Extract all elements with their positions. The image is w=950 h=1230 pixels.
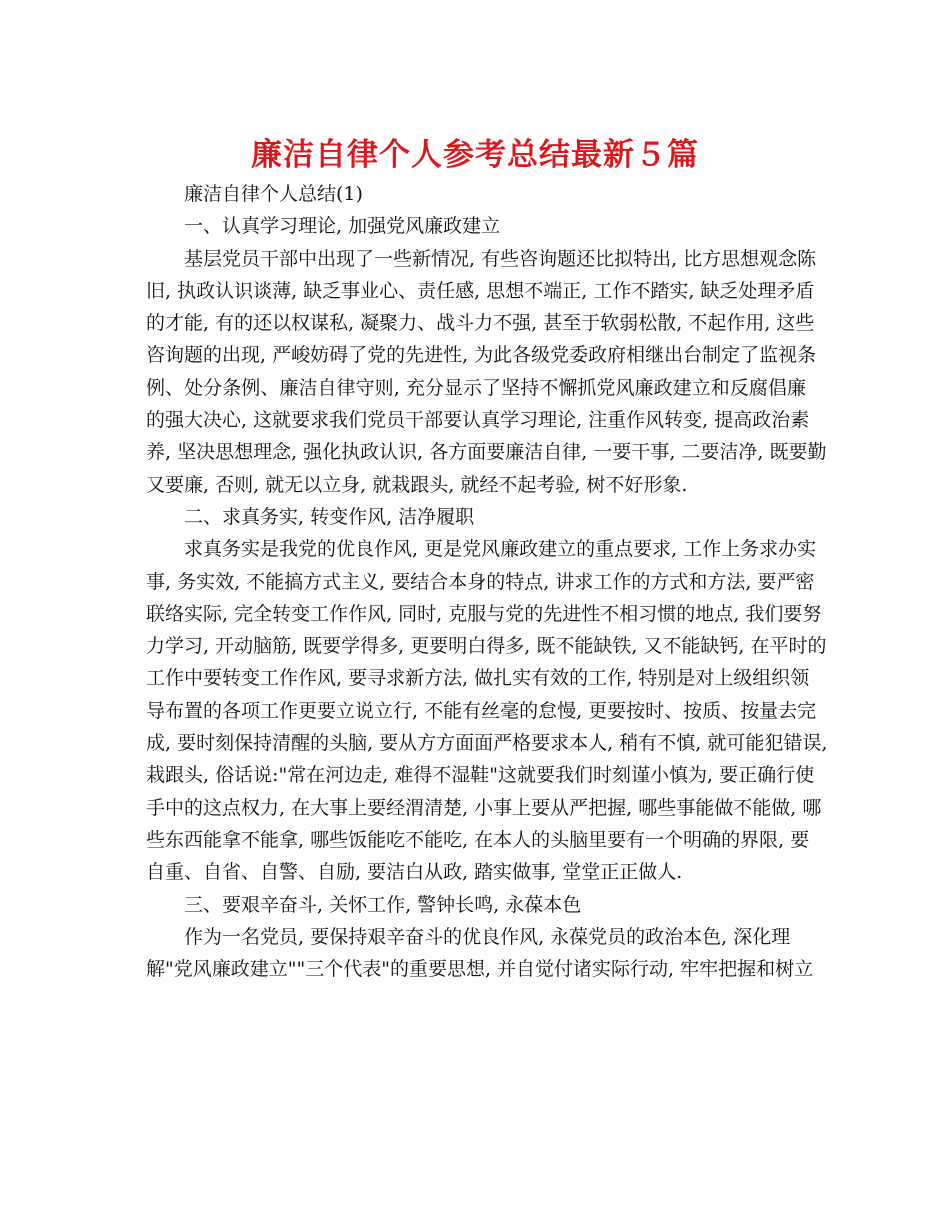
text-line: 咨询题的出现, 严峻妨碍了党的先进性, 为此各级党委政府相继出台制定了监视条 xyxy=(146,344,817,367)
text-line: 二、求真务实, 转变作风, 洁净履职 xyxy=(184,505,475,528)
text-line: 工作中要转变工作作风, 要寻求新方法, 做扎实有效的工作, 特别是对上级组织领 xyxy=(146,667,810,690)
text-line: 成, 要时刻保持清醒的头脑, 要从方方面面严格要求本人, 稍有不慎, 就可能犯错误, xyxy=(146,732,828,755)
text-line: 求真务实是我党的优良作风, 更是党风廉政建立的重点要求, 工作上务求办实 xyxy=(184,538,817,561)
text-line: 些东西能拿不能拿, 哪些饭能吃不能吃, 在本人的头脑里要有一个明确的界限, 要 xyxy=(146,828,810,851)
text-line: 力学习, 开动脑筋, 既要学得多, 更要明白得多, 既不能缺铁, 又不能缺钙, 在平时的 xyxy=(146,635,827,658)
text-line: 的强大决心, 这就要求我们党员干部要认真学习理论, 注重作风转变, 提高政治素 xyxy=(146,409,810,432)
text-line: 旧, 执政认识谈薄, 缺乏事业心、责任感, 思想不端正, 工作不踏实, 缺乏处理矛盾 xyxy=(146,279,815,302)
text-line: 的才能, 有的还以权谋私, 凝聚力、战斗力不强, 甚至于软弱松散, 不起作用, 这些 xyxy=(146,312,815,335)
text-line: 导布置的各项工作更要立说立行, 不能有丝毫的怠慢, 更要按时、按质、按量去完 xyxy=(146,699,817,722)
text-line: 解"党风廉政建立""三个代表"的重要思想, 并自觉付诸实际行动, 牢牢把握和树立 xyxy=(146,958,814,981)
text-line: 栽跟头, 俗话说:"常在河边走, 难得不湿鞋"这就要我们时刻谨小慎为, 要正确行使 xyxy=(146,764,815,787)
text-line: 一、认真学习理论, 加强党风廉政建立 xyxy=(184,215,501,238)
text-line: 手中的这点权力, 在大事上要经渭清楚, 小事上要从严把握, 哪些事能做不能做, 哪 xyxy=(146,796,822,819)
text-line: 又要廉, 否则, 就无以立身, 就栽跟头, 就经不起考验, 树不好形象. xyxy=(146,473,688,496)
text-line: 例、处分条例、廉洁自律守则, 充分显示了坚持不懈抓党风廉政建立和反腐倡廉 xyxy=(146,376,806,399)
text-line: 联络实际, 完全转变工作作风, 同时, 克服与党的先进性不相习惯的地点, 我们要努 xyxy=(146,602,822,625)
text-line: 事, 务实效, 不能搞方式主义, 要结合本身的特点, 讲求工作的方式和方法, 要严密 xyxy=(146,570,815,593)
text-line: 基层党员干部中出现了一些新情况, 有些咨询题还比拟特出, 比方思想观念陈 xyxy=(184,247,817,270)
text-line: 作为一名党员, 要保持艰辛奋斗的优良作风, 永葆党员的政治本色, 深化理 xyxy=(184,925,791,948)
text-line: 廉洁自律个人总结(1) xyxy=(184,183,363,205)
document-title: 廉洁自律个人参考总结最新５篇 xyxy=(251,137,699,173)
text-line: 自重、自省、自警、自励, 要洁白从政, 踏实做事, 堂堂正正做人. xyxy=(146,861,683,884)
document-body xyxy=(146,178,828,985)
text-line: 养, 坚决思想理念, 强化执政认识, 各方面要廉洁自律, 一要干事, 二要洁净, 既要勤 xyxy=(146,441,827,464)
text-line: 三、要艰辛奋斗, 关怀工作, 警钟长鸣, 永葆本色 xyxy=(184,893,582,916)
